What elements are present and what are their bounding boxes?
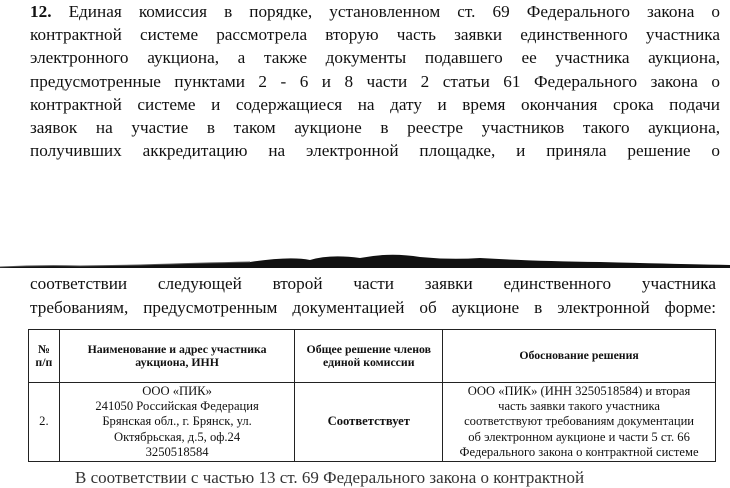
- top-paragraph: [30, 0, 720, 162]
- paragraph-line: электронного аукциона, а также документы подавшего ее участника аукциона,: [30, 48, 720, 68]
- participant-line: Брянская обл., г. Брянск, ул.: [102, 414, 252, 429]
- justification-line: часть заявки такого участника: [498, 399, 660, 414]
- table-header-row: [29, 330, 716, 383]
- bottom-paragraph: [30, 272, 716, 319]
- paragraph-line: предусмотренные пунктами 2 - 6 и 8 части 2 статьи 61 Федерального закона о: [30, 71, 720, 91]
- header-number: № п/п: [29, 330, 60, 383]
- paragraph-line: получивших аккредитацию на электронной площадке, и приняла решение о: [30, 141, 720, 161]
- justification-line: об электронном аукционе и части 5 ст. 66: [468, 429, 690, 444]
- decision-cell: Соответствует: [295, 383, 443, 462]
- cut-off-text: [75, 468, 715, 487]
- participant-cell: [59, 383, 295, 462]
- paragraph-line: контрактной системе и содержащиеся на дату и время окончания срока подачи: [30, 94, 720, 114]
- page-tear-divider: [0, 238, 730, 268]
- participant-line: 241050 Российская Федерация: [95, 399, 259, 414]
- row-number: 2.: [29, 383, 60, 462]
- cut-off-line: В соответствии с частью 13 ст. 69 Федерального закона о контрактной: [75, 468, 585, 487]
- decision-table: [28, 329, 716, 462]
- justification-line: соответствуют требованиям документации: [464, 414, 695, 429]
- participant-line: 3250518584: [145, 444, 209, 459]
- paragraph-line: соответствии следующей второй части заявки единственного участника: [30, 274, 716, 293]
- participant-line: ООО «ПИК»: [142, 384, 212, 398]
- header-justification: Обоснование решения: [443, 330, 716, 383]
- paragraph-line: контрактной системе рассмотрела вторую часть заявки единственного участника: [30, 25, 720, 45]
- justification-cell: [443, 383, 716, 462]
- justification-line: Федерального закона о контрактной системе: [459, 444, 699, 459]
- header-decision: Общее решение членов единой комиссии: [295, 330, 443, 383]
- paragraph-number: 12.: [30, 2, 52, 21]
- table-row: [29, 383, 716, 462]
- paragraph-line: заявок на участие в таком аукционе в реестре участников такого аукциона,: [30, 118, 720, 138]
- justification-line: ООО «ПИК» (ИНН 3250518584) и вторая: [467, 384, 691, 398]
- header-participant: Наименование и адрес участника аукциона, ИНН: [59, 330, 295, 383]
- participant-line: Октябрьская, д.5, оф.24: [113, 429, 241, 444]
- paragraph-line: требованиям, предусмотренным документацией об аукционе в электронной форме:: [30, 297, 716, 317]
- paragraph-line: 12. Единая комиссия в порядке, установленном ст. 69 Федерального закона о: [30, 2, 720, 21]
